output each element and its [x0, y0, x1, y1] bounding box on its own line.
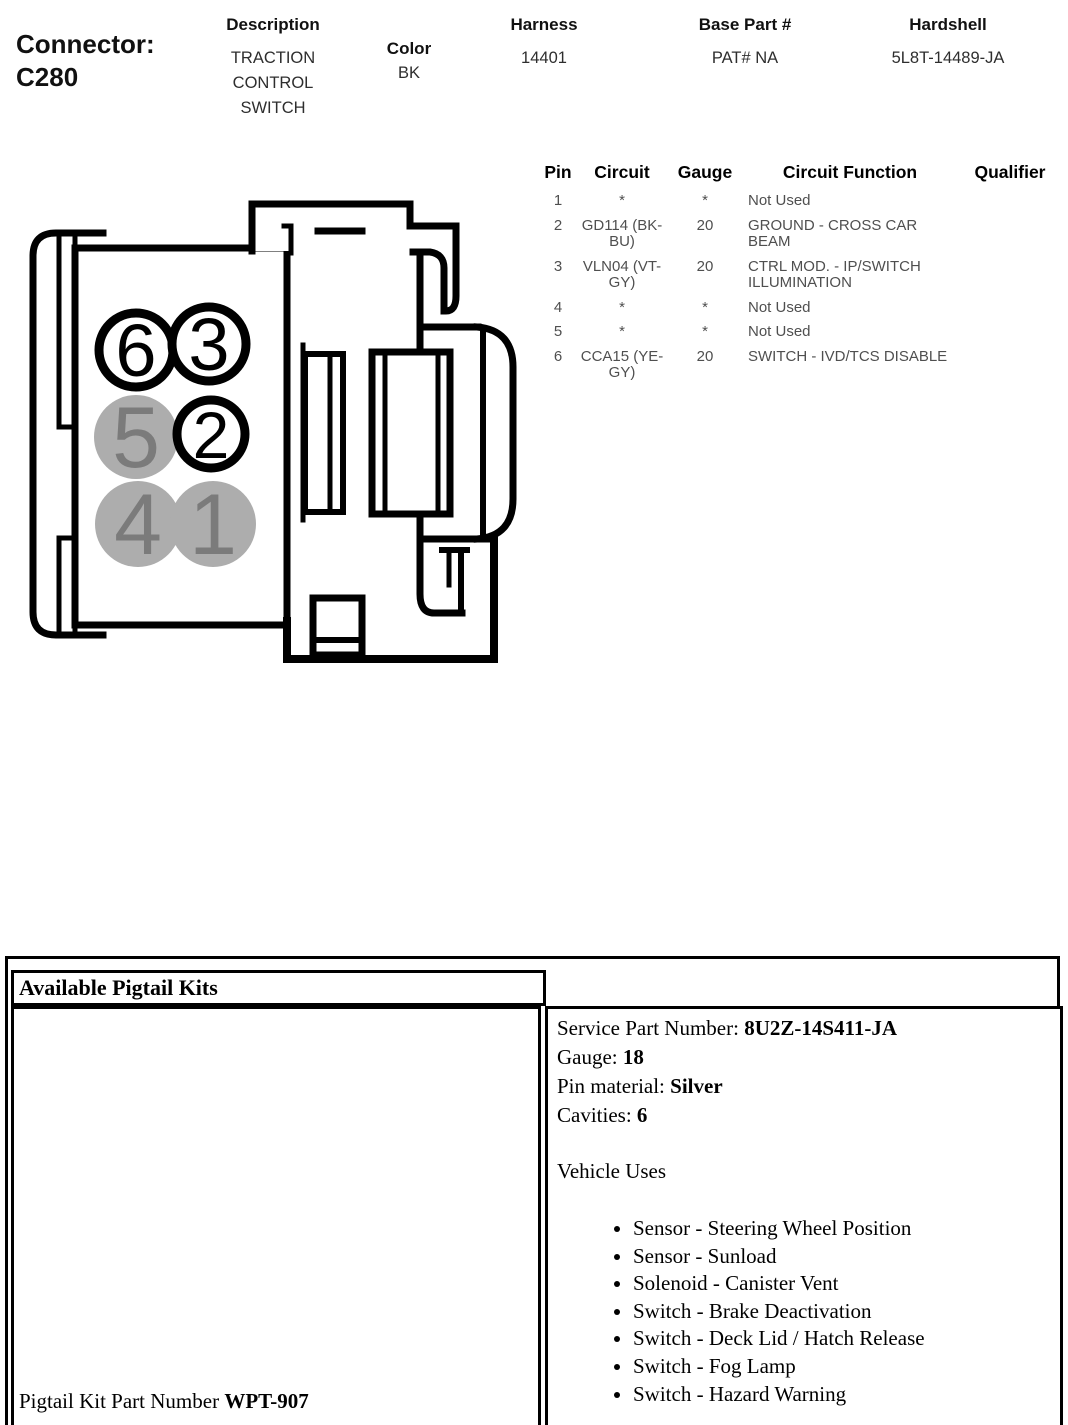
- pin-row-4: [540, 300, 1068, 317]
- pin-material-line: [557, 1072, 1060, 1101]
- pin-number: 1: [553, 192, 563, 209]
- hardshell-label: Hardshell: [909, 15, 987, 34]
- center-wall-lower: [420, 514, 462, 613]
- pin-number: 5: [553, 323, 563, 340]
- pin-table-header-row: [540, 162, 1068, 183]
- pin-function: Not Used: [748, 323, 811, 340]
- col-header-function: Circuit Function: [782, 162, 918, 182]
- vehicle-use-item: • Switch - Deck Lid / Hatch Release: [633, 1325, 1060, 1353]
- gauge-value: 18: [622, 1045, 644, 1069]
- service-part-label: Service Part Number:: [557, 1016, 745, 1040]
- base-part-value: PAT# NA: [711, 49, 779, 67]
- vehicle-use-item: • Switch - Fog Lamp: [633, 1353, 1060, 1381]
- vehicle-uses-list: [557, 1215, 1060, 1408]
- header-color: [369, 39, 449, 86]
- pin-row-3: [540, 259, 1068, 292]
- description-label: Description: [226, 15, 320, 34]
- pin-gauge: 20: [696, 347, 714, 365]
- pin-table: [540, 162, 1068, 390]
- gauge-line: [557, 1043, 1060, 1072]
- kit-part-value: WPT-907: [224, 1389, 309, 1413]
- connector-id: C280: [16, 62, 79, 92]
- col-header-pin: Pin: [544, 162, 572, 182]
- pin-function: Not Used: [748, 298, 811, 316]
- pin-function: SWITCH - IVD/TCS DISABLE: [748, 347, 948, 365]
- pin-gauge: *: [702, 323, 708, 340]
- pin-circuit: *: [619, 298, 625, 316]
- cavities-value: 6: [636, 1103, 648, 1127]
- col-header-qualifier: Qualifier: [974, 162, 1046, 182]
- color-value: BK: [397, 64, 420, 82]
- vehicle-uses-title: Vehicle Uses: [557, 1159, 667, 1183]
- harness-label: Harness: [510, 15, 578, 34]
- service-part-number-line: [557, 1014, 1060, 1043]
- pin-circuit: VLN04 (VT-GY): [582, 257, 662, 291]
- pin-gauge: *: [702, 192, 708, 209]
- pigtail-kits-table: [5, 956, 1060, 1425]
- cavities-label: Cavities:: [557, 1103, 637, 1127]
- description-value: TRACTION CONTROL SWITCH: [230, 49, 316, 117]
- pin-material-value: Silver: [670, 1074, 723, 1098]
- service-part-value: 8U2Z-14S411-JA: [744, 1016, 898, 1040]
- pin-qualifier: [958, 349, 1062, 382]
- vehicle-use-item: • Solenoid - Canister Vent: [633, 1270, 1060, 1298]
- pin-gauge: 20: [696, 216, 714, 234]
- pin-function: CTRL MOD. - IP/SWITCH ILLUMINATION: [748, 257, 921, 291]
- col-header-gauge: Gauge: [677, 162, 733, 182]
- header-harness: [484, 15, 604, 71]
- pin-circuit: *: [619, 192, 625, 209]
- hardshell-value: 5L8T-14489-JA: [891, 49, 1005, 67]
- pin-row-2: [540, 218, 1068, 251]
- cavity-3-number: 3: [188, 303, 230, 386]
- color-label: Color: [386, 39, 432, 58]
- pin-qualifier: [958, 218, 1062, 251]
- pin-number: 3: [553, 257, 563, 275]
- pin-row-5: [540, 324, 1068, 341]
- cavity-2-number: 2: [192, 398, 230, 472]
- col-header-circuit: Circuit: [594, 162, 650, 182]
- base-part-label: Base Part #: [698, 15, 792, 34]
- pigtail-details-cell: [545, 1006, 1063, 1425]
- cavities-line: [557, 1101, 1060, 1130]
- pigtail-kit-part-number-line: [19, 1389, 309, 1414]
- pin-qualifier: [958, 193, 1062, 210]
- pin-function: Not Used: [748, 192, 811, 209]
- pin-number: 6: [553, 347, 563, 365]
- pin-circuit: *: [619, 323, 625, 340]
- slot-rect-narrow: [305, 354, 343, 512]
- connector-diagram: [20, 180, 540, 680]
- cavity-1-number: 1: [189, 477, 237, 573]
- pigtail-kit-cell: [11, 1006, 541, 1425]
- header-hardshell: [848, 15, 1048, 71]
- lower-tab-box: [313, 598, 362, 655]
- pin-row-1: [540, 193, 1068, 210]
- pin-number: 4: [553, 298, 563, 316]
- gauge-label: Gauge:: [557, 1045, 623, 1069]
- vehicle-use-item: • Switch - Brake Deactivation: [633, 1298, 1060, 1326]
- cavity-4-number: 4: [114, 477, 162, 573]
- pin-qualifier: [958, 259, 1062, 292]
- pin-qualifier: [958, 324, 1062, 341]
- pigtail-kits-title: Available Pigtail Kits: [11, 970, 546, 1006]
- harness-value: 14401: [521, 49, 567, 67]
- header-base-part: [665, 15, 825, 71]
- pin-row-6: [540, 349, 1068, 382]
- pin-circuit: CCA15 (YE-GY): [580, 347, 664, 381]
- pin-circuit: GD114 (BK-BU): [581, 216, 663, 250]
- vehicle-use-item: • Sensor - Sunload: [633, 1243, 1060, 1271]
- header-description: [213, 15, 333, 121]
- kit-part-label: Pigtail Kit Part Number: [19, 1389, 225, 1413]
- pin-material-label: Pin material:: [557, 1074, 671, 1098]
- connector-title: [16, 28, 155, 94]
- pin-gauge: 20: [696, 257, 714, 275]
- pin-function: GROUND - CROSS CAR BEAM: [748, 216, 918, 250]
- pin-number: 2: [553, 216, 563, 234]
- cavity-6-number: 6: [115, 309, 157, 392]
- vehicle-use-item: • Sensor - Steering Wheel Position: [633, 1215, 1060, 1243]
- vehicle-use-item: • Switch - Hazard Warning: [633, 1381, 1060, 1409]
- connector-label: Connector:: [16, 29, 155, 59]
- pin-gauge: *: [702, 298, 708, 316]
- pin-qualifier: [958, 300, 1062, 317]
- cavity-5-number: 5: [112, 390, 160, 486]
